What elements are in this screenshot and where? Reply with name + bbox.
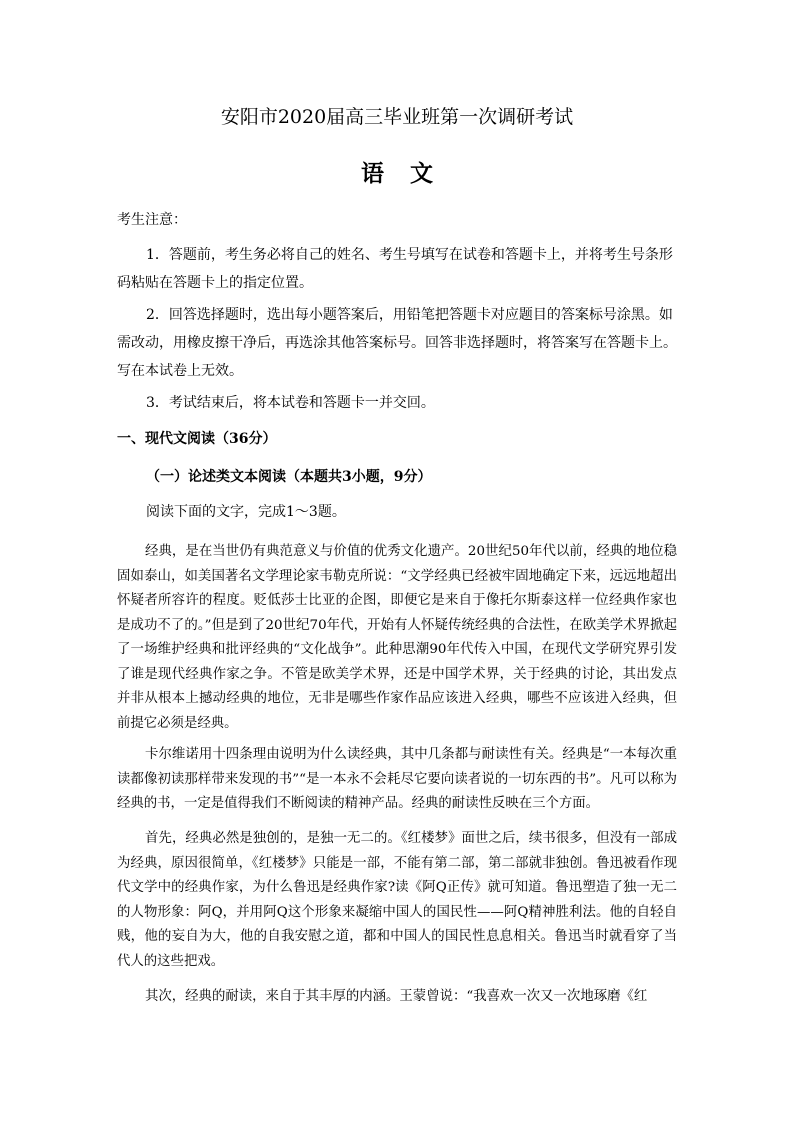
exam-title: 安阳市2020届高三毕业班第一次调研考试 [220, 106, 574, 128]
passage-paragraph-3: 首先，经典必然是独创的，是独一无二的。《红楼梦》面世之后，续书很多，但没有一部成为经典，原因很简单，《红楼梦》只能是一部，不能有第二部，第二部就非独创。鲁迅被看作现代文学中的经典作家，为什么鲁迅是经典作家?读《阿Q正传》就可知道。鲁迅塑造了独一无二的人物形象：阿Q，并用阿Q这个形象来凝缩中国人的国民性——阿Q精神胜利法。他的自轻自贱，他的妄自为大，他的自我安慰之道，都和中国人的国民性息息相关。鲁迅当时就看穿了当代人的这些把戏。 [117, 831, 677, 969]
reading-instruction: 阅读下面的文字，完成1～3题。 [146, 504, 346, 520]
notice-heading: 考生注意： [117, 212, 187, 228]
notice-item-1: 1．答题前，考生务必将自己的姓名、考生号填写在试卷和答题卡上，并将考生号条形码粘贴在答题卡上的指定位置。 [117, 247, 673, 291]
notice-item-3: 3．考试结束后，将本试卷和答题卡一并交回。 [146, 395, 435, 411]
notice-item-2: 2．回答选择题时，选出每小题答案后，用铅笔把答题卡对应题目的答案标号涂黑。如需改动，用橡皮擦干净后，再选涂其他答案标号。回答非选择题时，将答案写在答题卡上。写在本试卷上无效。 [117, 307, 677, 379]
passage-paragraph-4: 其次，经典的耐读，来自于其丰厚的内涵。王蒙曾说：“我喜欢一次又一次地琢磨《红 [145, 989, 648, 1004]
subject-title: 语文 [361, 160, 459, 187]
section-heading: 一、现代文阅读（36分） [117, 431, 277, 447]
passage-paragraph-1: 经典，是在当世仍有典范意义与价值的优秀文化遗产。20世纪50年代以前，经典的地位稳固如泰山，如美国著名文学理论家韦勒克所说：“文学经典已经被牢固地确定下来，远远地超出怀疑者所容许的程度。贬低莎士比亚的企图，即便它是来自于像托尔斯泰这样一位经典作家也是成功不了的。”但是到了20世纪70年代，开始有人怀疑传统经典的合法性，在欧美学术界掀起了一场维护经典和批评经典的“文化战争”。此种思潮90年代传入中国，在现代文学研究界引发了谁是现代经典作家之争。不管是欧美学术界，还是中国学术界，关于经典的讨论，其出发点并非从根本上撼动经典的地位，无非是哪些作家作品应该进入经典，哪些不应该进入经典，但前提它必须是经典。 [117, 544, 677, 731]
passage-paragraph-2: 卡尔维诺用十四条理由说明为什么读经典，其中几条都与耐读性有关。经典是“一本每次重读都像初读那样带来发现的书”“是一本永不会耗尽它要向读者说的一切东西的书”。凡可以称为经典的书，一定是值得我们不断阅读的精神产品。经典的耐读性反映在三个方面。 [117, 747, 677, 811]
subsection-heading: （一）论述类文本阅读（本题共3小题，9分） [146, 469, 432, 485]
